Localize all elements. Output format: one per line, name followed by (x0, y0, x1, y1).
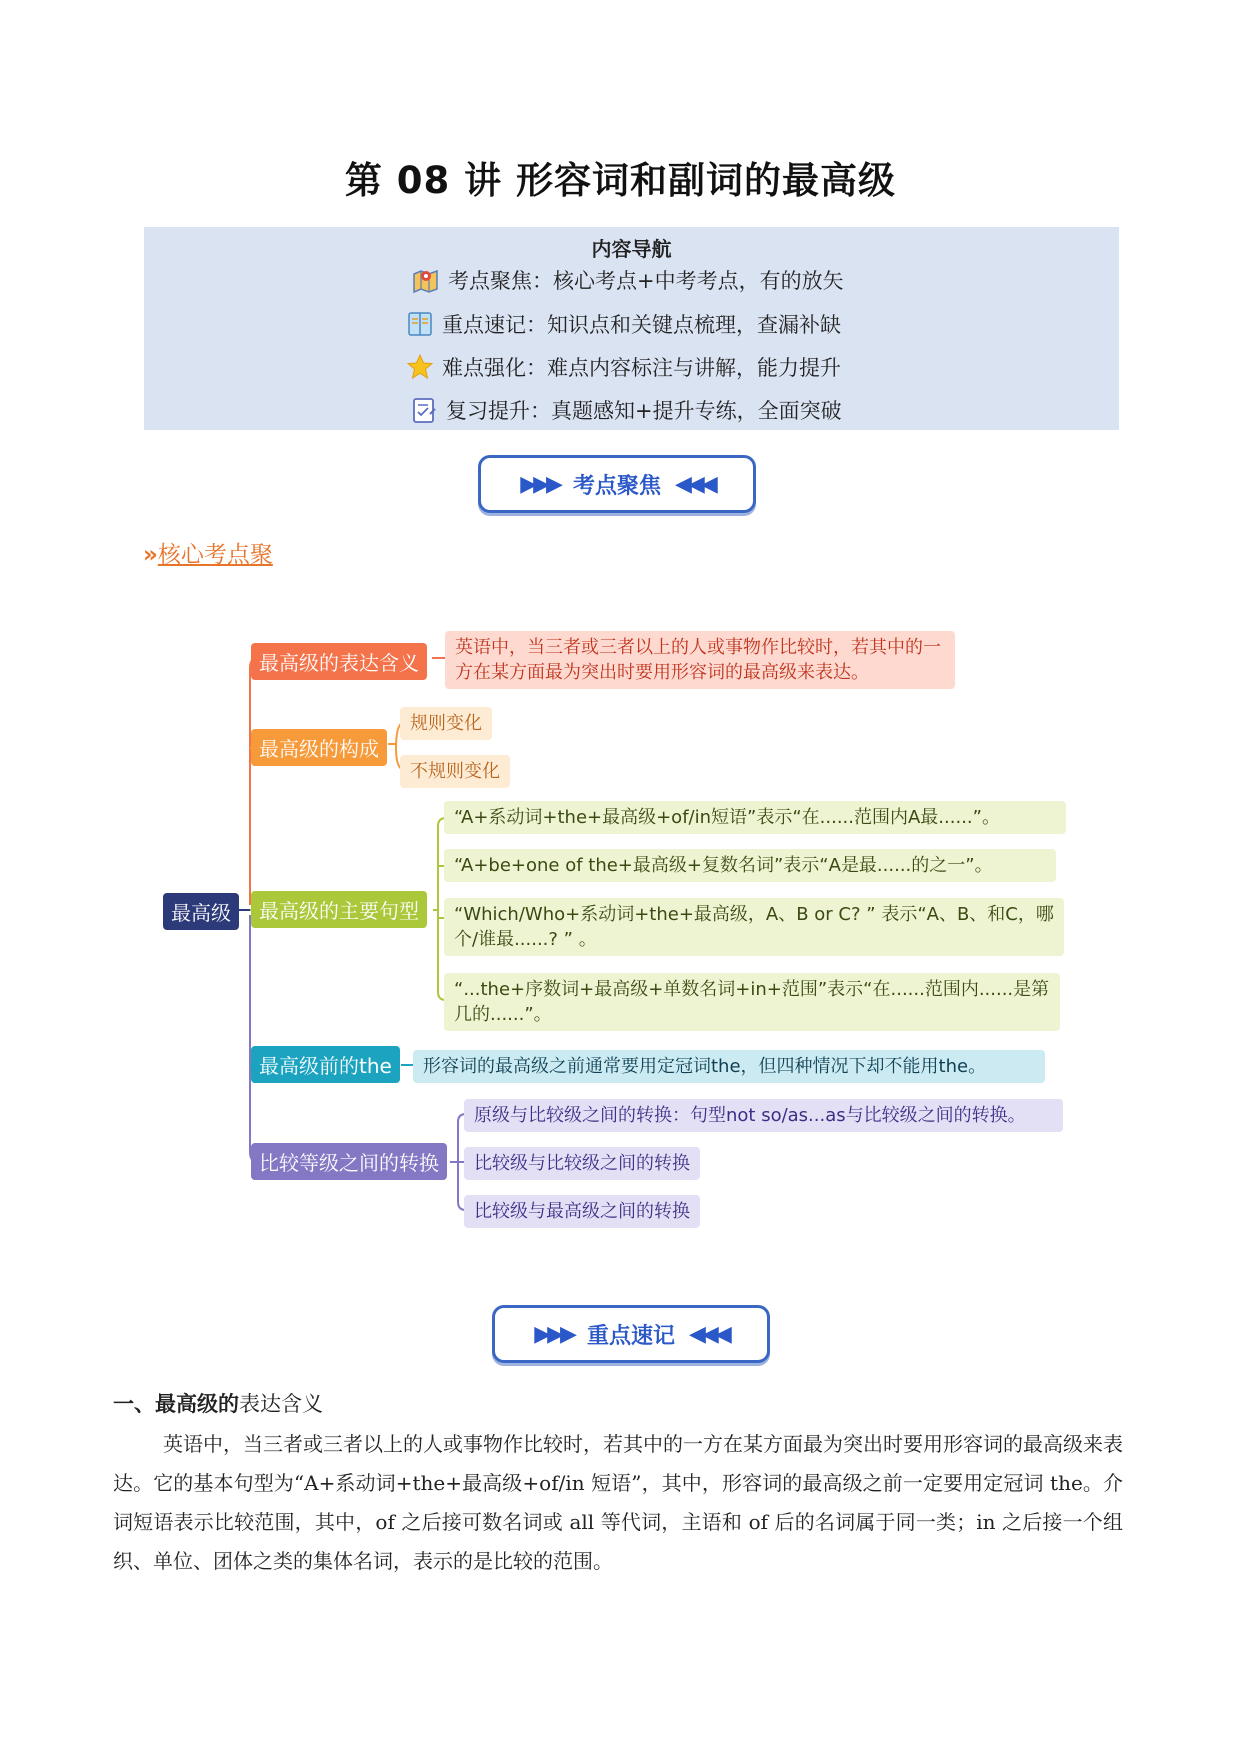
nav-item-label: 考点聚焦：核心考点+中考考点，有的放矢 (448, 269, 844, 293)
branch-sentence-patterns: 最高级的主要句型 (251, 891, 427, 928)
leaf-conversion-3: 比较级与最高级之间的转换 (464, 1195, 700, 1228)
mindmap-root: 最高级 (163, 893, 239, 930)
heading-bold: 一、最高级的 (113, 1392, 239, 1416)
branch-the-before-superlative: 最高级前的the (251, 1046, 400, 1083)
section-link-label: 核心考点聚 (157, 542, 273, 568)
nav-heading: 内容导航 (591, 237, 672, 261)
leaf-irregular-change: 不规则变化 (400, 755, 510, 788)
banner-label: 考点聚焦 (572, 473, 661, 499)
nav-item-label: 复习提升：真题感知+提升专练，全面突破 (446, 399, 842, 423)
leaf-pattern-3: “Which/Who+系动词+the+最高级，A、B or C? ” 表示“A、B、和C，哪个/谁最......? ” 。 (444, 898, 1064, 956)
branch-meaning: 最高级的表达含义 (251, 643, 427, 680)
triple-arrow-right-icon: ▶▶▶ (520, 471, 559, 497)
leaf-the-rule: 形容词的最高级之前通常要用定冠词the，但四种情况下却不能用the。 (413, 1050, 1045, 1083)
leaf-regular-change: 规则变化 (400, 707, 492, 740)
nav-item-label: 难点强化：难点内容标注与讲解，能力提升 (442, 356, 841, 380)
leaf-conversion-1: 原级与比较级之间的转换：句型not so/as...as与比较级之间的转换。 (464, 1099, 1063, 1132)
triple-arrow-left-icon: ◀◀◀ (689, 1321, 728, 1347)
heading-rest: 表达含义 (239, 1392, 323, 1416)
banner-label: 重点速记 (586, 1323, 675, 1349)
section-banner-notes (492, 1305, 770, 1363)
triple-arrow-right-icon: ▶▶▶ (534, 1321, 573, 1347)
double-chevron-icon: » (143, 542, 158, 568)
triple-arrow-left-icon: ◀◀◀ (675, 471, 714, 497)
nav-item-label: 重点速记：知识点和关键点梳理，查漏补缺 (442, 313, 841, 337)
leaf-pattern-4: “...the+序数词+最高级+单数名词+in+范围”表示“在......范围内......是第几的......”。 (444, 973, 1060, 1031)
leaf-pattern-2: “A+be+one of the+最高级+复数名词”表示“A是最......的之一”。 (444, 849, 1056, 882)
branch-conversion: 比较等级之间的转换 (251, 1143, 447, 1180)
page-title: 第 08 讲 形容词和副词的最高级 (344, 159, 897, 202)
leaf-conversion-2: 比较级与比较级之间的转换 (464, 1147, 700, 1180)
leaf-meaning-text: 英语中，当三者或三者以上的人或事物作比较时，若其中的一方在某方面最为突出时要用形容词的最高级来表达。 (445, 631, 955, 689)
section-paragraph: 英语中，当三者或三者以上的人或事物作比较时，若其中的一方在某方面最为突出时要用形容词的最高级来表达。它的基本句型为“A+系动词+the+最高级+of/in 短语”，其中，形容词的最高级之前一定要用定冠词 the。介词短语表示比较范围，其中，of 之后接可数名词或 all 等代词，主语和 of 后的名词属于同一类；in 之后接一个组织、单位、团体之类的集体名词，表示的是比较的范围。 (113, 1432, 1123, 1573)
leaf-pattern-1: “A+系动词+the+最高级+of/in短语”表示“在......范围内A最......”。 (444, 801, 1066, 834)
branch-formation: 最高级的构成 (251, 729, 387, 766)
section-heading-meaning (113, 1388, 323, 1418)
